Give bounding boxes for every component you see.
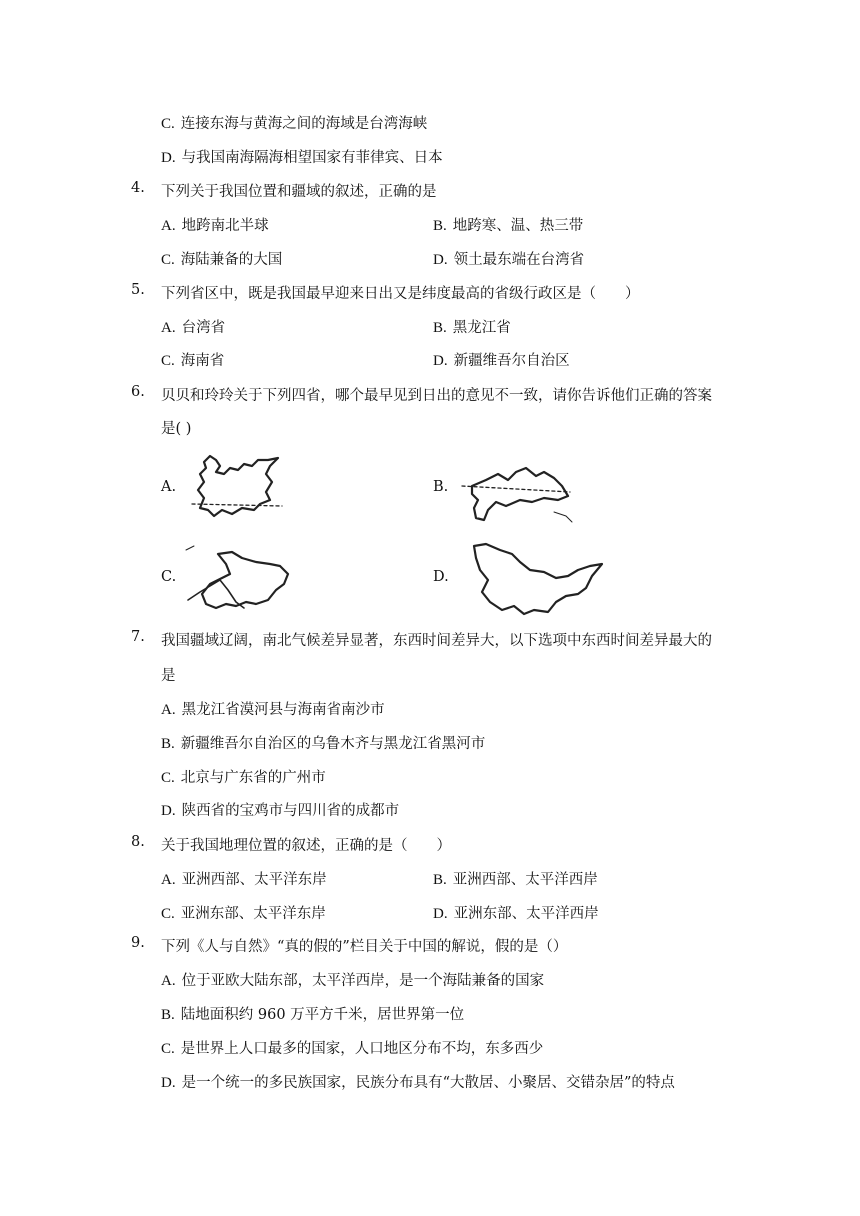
q7-number: 7. — [131, 629, 145, 645]
q5-option-d: D. 新疆维吾尔自治区 — [433, 353, 570, 369]
q5-number: 5. — [131, 282, 145, 298]
map-outline-b-icon — [458, 462, 578, 526]
q8-option-d: D. 亚洲东部、太平洋西岸 — [433, 906, 599, 922]
q6-option-d-letter: D. — [433, 569, 449, 585]
map-outline-a-icon — [186, 452, 286, 522]
q3-option-c: C. 连接东海与黄海之间的海域是台湾海峡 — [161, 116, 428, 132]
q6-number: 6. — [131, 384, 145, 400]
q7-option-c: C. 北京与广东省的广州市 — [161, 770, 326, 786]
q4-option-d: D. 领土最东端在台湾省 — [433, 252, 585, 268]
q6-stem-line1: 贝贝和玲玲关于下列四省，哪个最早见到日出的意见不一致，请你告诉他们正确的答案 — [161, 388, 712, 404]
q9-option-b: B. 陆地面积约 960 万平方千米，居世界第一位 — [161, 1007, 465, 1023]
q9-option-a: A. 位于亚欧大陆东部，太平洋西岸，是一个海陆兼备的国家 — [161, 973, 545, 989]
q9-number: 9. — [131, 935, 145, 951]
q7-option-a: A. 黑龙江省漠河县与海南省南沙市 — [161, 702, 385, 718]
q4-option-a: A. 地跨南北半球 — [161, 218, 269, 234]
q8-option-b: B. 亚洲西部、太平洋西岸 — [433, 872, 598, 888]
q8-stem: 关于我国地理位置的叙述，正确的是（ ） — [161, 838, 451, 854]
q3-option-d: D. 与我国南海隔海相望国家有菲律宾、日本 — [161, 150, 443, 166]
q6-option-c-letter: C. — [161, 569, 177, 585]
q8-number: 8. — [131, 834, 145, 850]
q7-stem-line1: 我国疆域辽阔，南北气候差异显著，东西时间差异大，以下选项中东西时间差异最大的 — [161, 633, 712, 649]
q7-option-d: D. 陕西省的宝鸡市与四川省的成都市 — [161, 803, 400, 819]
q7-stem-line2: 是 — [161, 668, 176, 684]
q6-option-a-letter: A. — [161, 479, 177, 495]
q5-stem: 下列省区中，既是我国最早迎来日出又是纬度最高的省级行政区是（ ） — [161, 286, 640, 302]
q4-option-c: C. 海陆兼备的大国 — [161, 252, 283, 268]
q7-option-b: B. 新疆维吾尔自治区的乌鲁木齐与黑龙江省黑河市 — [161, 736, 486, 752]
map-outline-c-icon — [184, 544, 296, 616]
map-outline-d-icon — [460, 536, 606, 620]
q5-option-a: A. 台湾省 — [161, 320, 226, 336]
q8-option-a: A. 亚洲西部、太平洋东岸 — [161, 872, 327, 888]
q6-option-b-letter: B. — [433, 479, 449, 495]
q4-number: 4. — [131, 180, 145, 196]
q9-option-c: C. 是世界上人口最多的国家，人口地区分布不均，东多西少 — [161, 1041, 544, 1057]
q8-option-c: C. 亚洲东部、太平洋东岸 — [161, 906, 326, 922]
q4-stem: 下列关于我国位置和疆域的叙述，正确的是 — [161, 184, 437, 200]
q5-option-c: C. 海南省 — [161, 353, 225, 369]
q4-option-b: B. 地跨寒、温、热三带 — [433, 218, 584, 234]
q9-stem: 下列《人与自然》“真的假的”栏目关于中国的解说，假的是（） — [161, 939, 568, 955]
q9-option-d: D. 是一个统一的多民族国家，民族分布具有“大散居、小聚居、交错杂居”的特点 — [161, 1075, 675, 1091]
q5-option-b: B. 黑龙江省 — [433, 320, 511, 336]
q6-stem-line2: 是( ) — [161, 421, 192, 437]
